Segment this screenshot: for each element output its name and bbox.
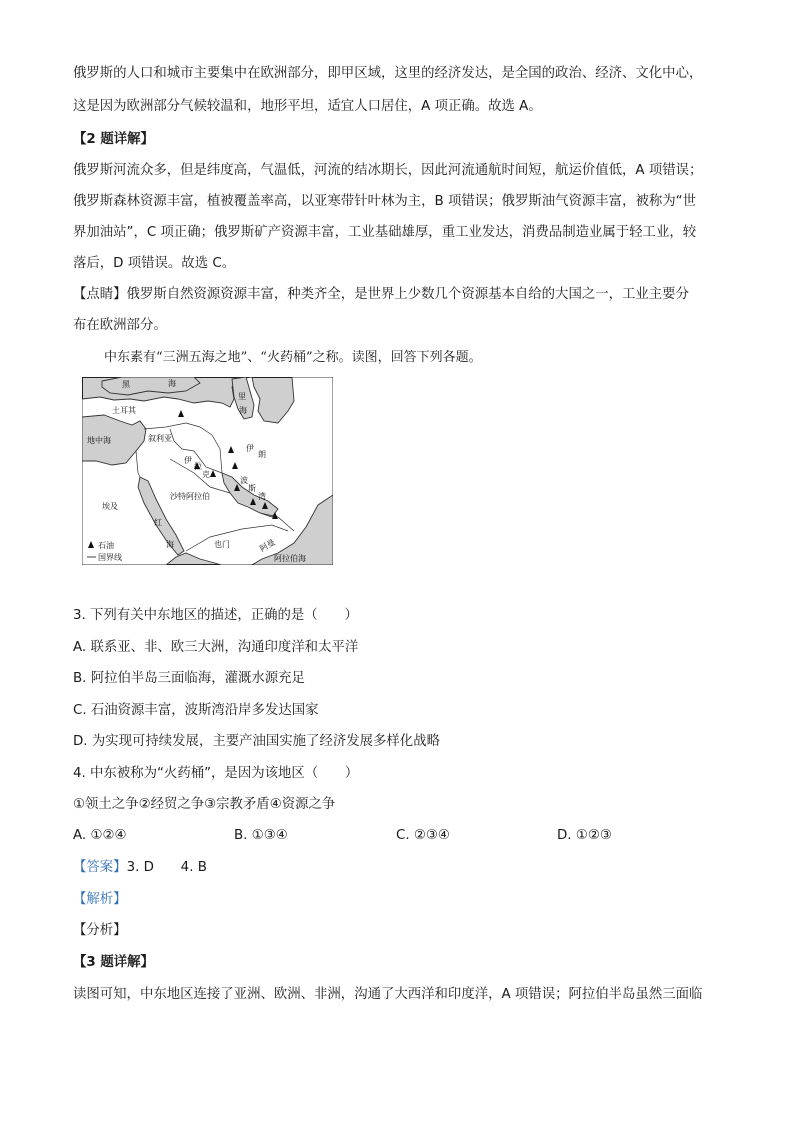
iraq-label: 克: [202, 470, 210, 479]
caspian-sea-label: 里: [238, 392, 246, 401]
paragraph-line: 俄罗斯河流众多，但是纬度高，气温低，河流的结冰期长，因此河流通航时间短，航运价值低，A 项错误；: [73, 163, 703, 178]
legend-oil-label: 石油: [98, 541, 114, 550]
iraq-label: 伊: [184, 456, 192, 465]
oman-label: 阿曼: [258, 537, 277, 554]
yemen-label: 也门: [214, 540, 230, 549]
section-heading: 【2 题详解】: [73, 132, 154, 147]
paragraph-line: 【点睛】俄罗斯自然资源资源丰富，种类齐全，是世界上少数几个资源基本自给的大国之一，工业主要分: [73, 287, 689, 302]
middle-east-map: [82, 377, 333, 565]
paragraph-line: 俄罗斯森林资源丰富，植被覆盖率高，以亚寒带针叶林为主，B 项错误；俄罗斯油气资源丰富，被称为“世: [73, 194, 696, 209]
section-heading: 【3 题详解】: [73, 955, 154, 970]
answer-text: 3. D 4. B: [126, 860, 207, 875]
question-intro: 中东素有“三洲五海之地”、“火药桶”之称。读图，回答下列各题。: [104, 350, 482, 365]
fenxi-label: 【分析】: [73, 923, 127, 938]
paragraph-line: 读图可知，中东地区连接了亚洲、欧洲、非洲，沟通了大西洋和印度洋，A 项错误；阿拉伯半岛虽然三面临: [73, 987, 703, 1002]
iraq-label: 拉: [194, 462, 202, 471]
legend-border-label: 国界线: [98, 553, 122, 562]
syria-label: 叙利亚: [148, 434, 172, 443]
turkey-label: 土耳其: [112, 406, 136, 415]
red-sea-label: 红: [154, 518, 162, 527]
answer-label: 【答案】: [73, 860, 127, 875]
paragraph-line: 布在欧洲部分。: [73, 318, 167, 333]
persian-gulf-label: 湾: [258, 492, 266, 501]
question-3-option-c: C. 石油资源丰富，波斯湾沿岸多发达国家: [73, 703, 319, 718]
saudi-label: 沙特阿拉伯: [170, 492, 210, 501]
answer-line: [73, 858, 723, 878]
paragraph-line: 落后，D 项错误。故选 C。: [73, 256, 236, 271]
black-sea-label: 海: [168, 379, 176, 388]
question-4-stem: 4. 中东被称为“火药桶”，是因为该地区（ ）: [73, 766, 359, 781]
black-sea-label: 黑: [122, 380, 130, 389]
question-4-option-a: A. ①②④: [73, 828, 127, 843]
question-3-option-d: D. 为实现可持续发展，主要产油国实施了经济发展多样化战略: [73, 734, 440, 749]
question-4-option-c: C. ②③④: [396, 828, 450, 843]
question-3-stem: 3. 下列有关中东地区的描述，正确的是（ ）: [73, 608, 358, 623]
jiexi-label: 【解析】: [73, 892, 127, 907]
arabian-sea-label: 阿拉伯海: [274, 554, 306, 563]
question-4-option-d: D. ①②③: [557, 828, 612, 843]
red-sea-label: 海: [166, 540, 174, 549]
caspian-sea-label: 海: [239, 406, 247, 415]
iran-label: 朗: [258, 450, 266, 459]
question-4-items: ①领土之争②经贸之争③宗教矛盾④资源之争: [73, 797, 336, 812]
paragraph-line: 这是因为欧洲部分气候较温和，地形平坦，适宜人口居住，A 项正确。故选 A。: [73, 99, 542, 114]
iran-label: 伊: [246, 444, 254, 453]
paragraph-line: 界加油站”，C 项正确；俄罗斯矿产资源丰富，工业基础雄厚，重工业发达，消费品制造业属于轻工业，较: [73, 225, 697, 240]
question-3-option-b: B. 阿拉伯半岛三面临海，灌溉水源充足: [73, 671, 305, 686]
persian-gulf-label: 波: [240, 476, 248, 485]
egypt-label: 埃及: [102, 502, 118, 511]
med-sea-label: 地中海: [87, 436, 111, 445]
paragraph-line: 俄罗斯的人口和城市主要集中在欧洲部分，即甲区域，这里的经济发达，是全国的政治、经济、文化中心，: [73, 66, 703, 81]
question-4-option-b: B. ①③④: [234, 828, 288, 843]
question-3-option-a: A. 联系亚、非、欧三大洲，沟通印度洋和太平洋: [73, 640, 359, 655]
persian-gulf-label: 斯: [248, 484, 256, 493]
